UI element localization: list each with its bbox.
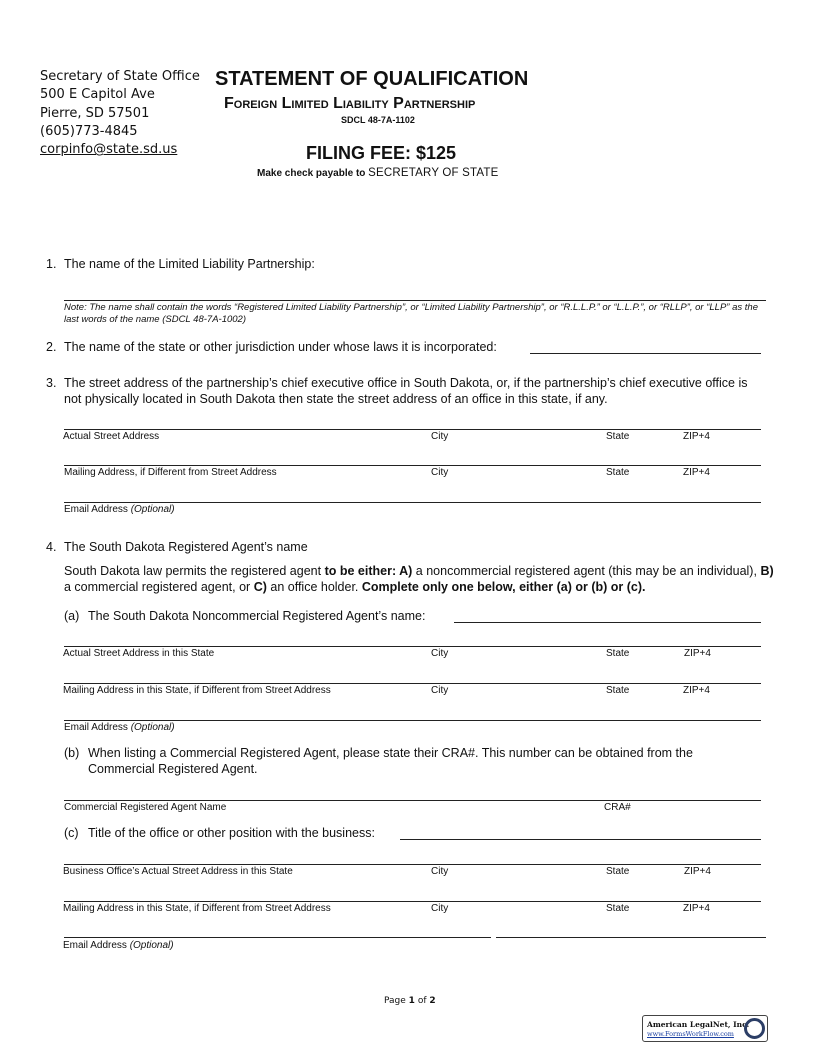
q4-law-f: C) [253,579,267,594]
american-legalnet-logo[interactable] [642,1015,768,1042]
q3-mailing-field[interactable] [64,465,761,466]
q4-law-g: an office holder. [270,579,359,594]
q4b-letter: (b) [64,746,80,760]
q3-email-field[interactable] [64,502,761,503]
form-title: STATEMENT OF QUALIFICATION [215,68,529,90]
q4a-email-label [64,722,175,733]
q4c-mailing-city-label: City [431,903,449,914]
office-email-link[interactable]: corpinfo@state.sd.us [40,142,178,158]
q4a-mailing-field[interactable] [64,683,761,684]
q4a-mailing-state-label: State [606,685,630,696]
q4c-mailing-state-label: State [606,903,630,914]
q4c-email-label [63,940,174,951]
q4c-letter: (c) [64,826,79,840]
q4c-mailing-label: Mailing Address in this State, if Different from Street Address [63,903,331,914]
q3-mailing-city-label: City [431,467,449,478]
q3-zip-label: ZIP+4 [683,431,710,442]
q3-city-label: City [431,431,449,442]
form-subtitle: Foreign Limited Liability Partnership [224,95,476,112]
q3-email-label [64,504,175,515]
office-street: 500 E Capitol Ave [40,87,155,103]
q3-text: The street address of the partnership’s chief executive office in South Dakota, or, if the partnership’s chief executive office is not physically located in South Dakota then state the street address of an office in this state, if any. [64,376,748,406]
q4a-text: The South Dakota Noncommercial Registered Agent’s name: [88,609,426,623]
office-name: Secretary of State Office [40,69,200,84]
q4-law-b: to be either: A) [324,564,413,578]
q4-law-h: Complete only one below, either (a) or (b) or (c). [361,579,646,594]
q4c-street-field[interactable] [64,864,761,865]
q4-number: 4. [46,540,57,554]
q4c-city-label: City [431,866,449,877]
page-of: of [417,996,427,1006]
q4c-text: Title of the office or other position with the business: [88,826,375,840]
q4c-mailing-zip-label: ZIP+4 [683,903,710,914]
q2-jurisdiction-field[interactable] [530,353,761,354]
q4-law-d: B) [760,564,774,578]
q4a-email-optional: (Optional) [130,722,175,733]
q3-mailing-label: Mailing Address, if Different from Street Address [64,467,277,478]
office-address-block [40,68,200,159]
q3-state-label: State [606,431,630,442]
q3-email-text: Email Address [64,504,128,515]
q4b-text: When listing a Commercial Registered Agent, please state their CRA#. This number can be obtained from the Commercial Registered Agent. [88,746,693,776]
q4a-street-label: Actual Street Address in this State [63,648,215,659]
logo-url[interactable]: www.FormsWorkFlow.com [647,1030,734,1038]
q4a-letter: (a) [64,609,80,623]
q4c-email-optional: (Optional) [129,940,174,951]
q3-email-optional: (Optional) [130,504,175,515]
office-city: Pierre, SD 57501 [40,105,150,121]
q3-mailing-state-label: State [606,467,630,478]
q4c-email-text: Email Address [63,940,127,951]
filing-fee: FILING FEE: $125 [306,143,457,163]
q1-name-field[interactable] [64,300,766,301]
q4b-cra-label: CRA# [604,802,631,813]
q4a-email-field[interactable] [64,720,761,721]
q4c-email-field[interactable] [64,937,491,938]
logo-company-name: American LegalNet, Inc. [647,1020,750,1029]
q3-number: 3. [46,376,57,390]
q4a-mailing-city-label: City [431,685,449,696]
statute-reference: SDCL 48-7A-1102 [341,115,415,125]
q4a-mailing-label: Mailing Address in this State, if Different from Street Address [63,685,331,696]
q3-mailing-zip-label: ZIP+4 [683,467,710,478]
q4c-state-label: State [606,866,630,877]
page-prefix: Page [384,996,406,1006]
q4a-city-label: City [431,648,449,659]
q4a-email-text: Email Address [64,722,128,733]
page-total: 2 [429,996,436,1006]
q3-street-field[interactable] [64,429,761,430]
q4-law-a: South Dakota law permits the registered agent [64,564,322,578]
payable-instruction [257,167,499,179]
q4a-state-label: State [606,648,630,659]
q4-text: The South Dakota Registered Agent’s name [64,540,308,554]
q4c-mailing-field[interactable] [64,901,761,902]
q3-street-label: Actual Street Address [63,431,160,442]
q4a-zip-label: ZIP+4 [684,648,711,659]
q4c-title-field[interactable] [400,839,761,840]
page-current: 1 [408,996,415,1006]
q4b-cra-name-field[interactable] [64,800,761,801]
q4c-zip-label: ZIP+4 [684,866,711,877]
payable-to: SECRETARY OF STATE [368,167,499,179]
q4a-street-field[interactable] [64,646,761,647]
payable-prefix: Make check payable to [257,168,366,179]
q2-text: The name of the state or other jurisdiction under whose laws it is incorporated: [64,340,497,354]
q1-number: 1. [46,257,57,271]
q1-note: Note: The name shall contain the words “Registered Limited Liability Partnership”, or “Limited Liability Partnership”, or “R.L.L.P.” or “L.L.P.”, or “RLLP”, or “LLP” as the last words of the name (SDCL 48-7A-1002) [64,302,758,325]
q1-text: The name of the Limited Liability Partnership: [64,257,315,271]
q4b-name-label: Commercial Registered Agent Name [64,802,227,813]
q4a-agent-name-field[interactable] [454,622,761,623]
q4-law-e: a commercial registered agent, or [64,579,251,594]
q4-law-c: a noncommercial registered agent (this may be an individual), [415,564,757,578]
q4c-street-label: Business Office’s Actual Street Address in this State [63,866,293,877]
q2-number: 2. [46,340,57,354]
page-number [384,996,436,1006]
q4c-email-field-right[interactable] [496,937,766,938]
q4a-mailing-zip-label: ZIP+4 [683,685,710,696]
globe-emblem-icon [744,1018,765,1039]
office-phone: (605)773-4845 [40,123,138,139]
q4-law-text [64,564,778,595]
